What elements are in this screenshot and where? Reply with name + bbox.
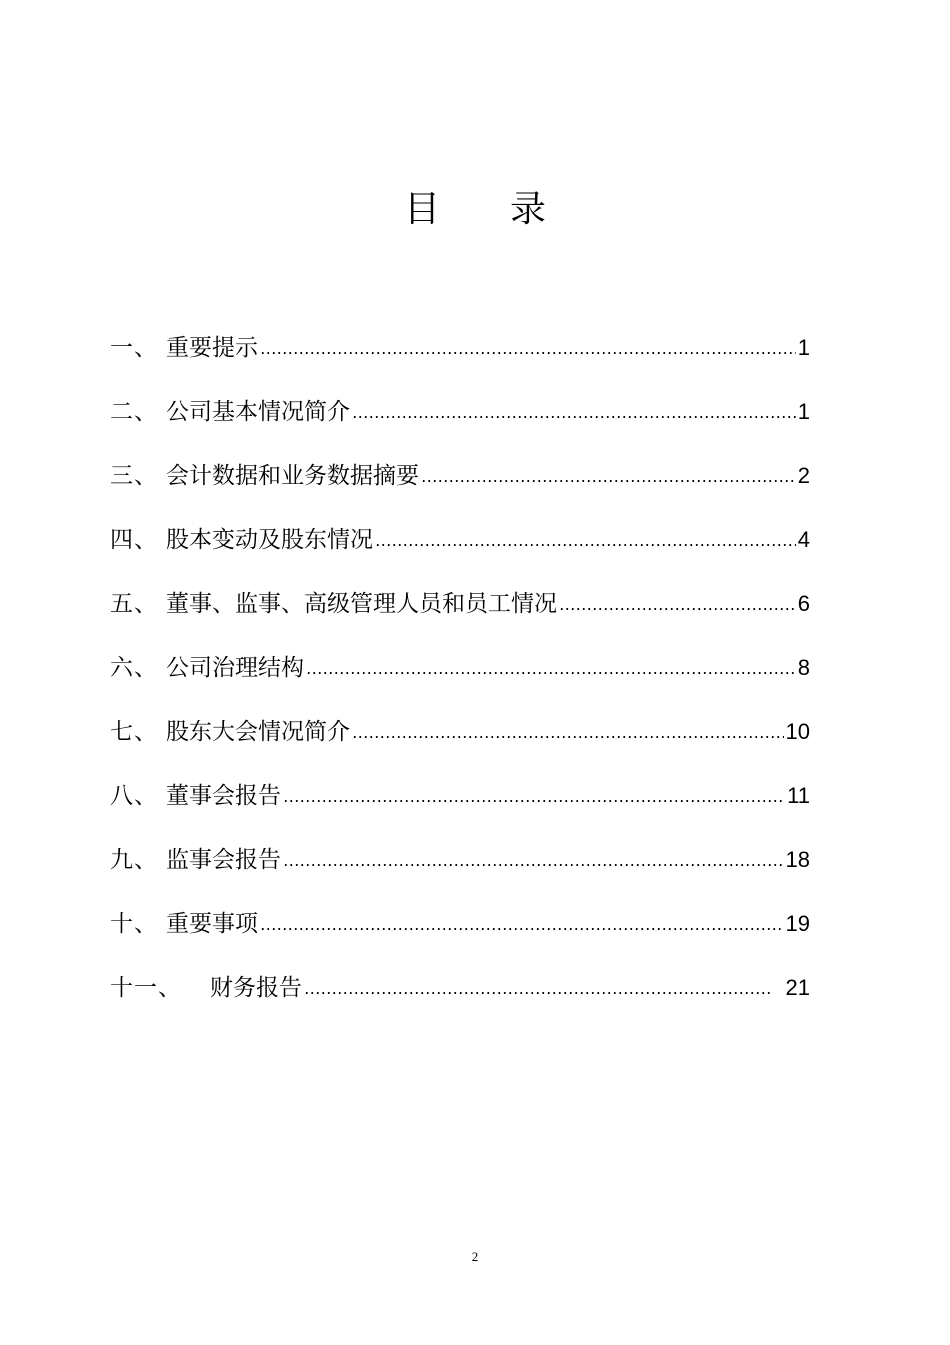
- page-title-char-2: 录: [510, 189, 547, 230]
- toc-item-label: 董事、监事、高级管理人员和员工情况: [166, 591, 557, 617]
- toc-item-label: 董事会报告: [166, 783, 281, 809]
- toc-item-page: 1: [797, 399, 810, 424]
- toc-leader-dots: [352, 397, 796, 427]
- toc-leader-dots: [283, 781, 785, 811]
- toc-item-board-report[interactable]: [110, 764, 810, 828]
- toc-item-supervisory-report[interactable]: [110, 828, 810, 892]
- toc-leader-dots: [421, 461, 796, 491]
- table-of-contents: [110, 316, 810, 1020]
- toc-item-number: 三、: [110, 463, 158, 489]
- toc-item-number: 十一、: [110, 975, 182, 1001]
- toc-item-page: 6: [797, 591, 810, 616]
- toc-item-page: 1: [797, 335, 810, 360]
- toc-item-number: 六、: [110, 655, 158, 681]
- page-number: 2: [471, 1249, 479, 1264]
- toc-item-financial-summary[interactable]: [110, 444, 810, 508]
- toc-item-page: 4: [797, 527, 810, 552]
- toc-item-label: 公司基本情况简介: [166, 399, 350, 425]
- toc-leader-dots: [306, 653, 796, 683]
- toc-leader-dots: [283, 845, 784, 875]
- toc-item-shareholder-meetings[interactable]: [110, 700, 810, 764]
- toc-leader-dots: [304, 973, 770, 1003]
- toc-item-share-capital[interactable]: [110, 508, 810, 572]
- page-title: [0, 186, 950, 234]
- toc-item-number: 七、: [110, 719, 158, 745]
- toc-item-number: 二、: [110, 399, 158, 425]
- toc-item-page: 11: [787, 783, 810, 808]
- toc-item-label: 公司治理结构: [166, 655, 304, 681]
- toc-item-number: 四、: [110, 527, 158, 553]
- toc-item-label: 监事会报告: [166, 847, 281, 873]
- toc-item-directors-staff[interactable]: [110, 572, 810, 636]
- toc-item-number: 八、: [110, 783, 158, 809]
- toc-item-number: 十、: [110, 911, 158, 937]
- toc-item-governance[interactable]: [110, 636, 810, 700]
- toc-item-page: 10: [785, 719, 810, 744]
- toc-item-number: 九、: [110, 847, 158, 873]
- toc-item-label: 股东大会情况简介: [166, 719, 350, 745]
- toc-item-page: 21: [785, 975, 810, 1000]
- toc-item-significant-events[interactable]: [110, 892, 810, 956]
- page-title-char-1: 目: [403, 189, 440, 230]
- toc-leader-dots: [375, 525, 796, 555]
- toc-item-label: 重要提示: [166, 335, 258, 361]
- toc-item-number: 一、: [110, 335, 158, 361]
- toc-item-financial-report[interactable]: [110, 956, 810, 1020]
- toc-item-page: 2: [797, 463, 810, 488]
- toc-item-company-profile[interactable]: [110, 380, 810, 444]
- toc-leader-dots: [260, 909, 784, 939]
- toc-item-page: 8: [797, 655, 810, 680]
- toc-leader-dots: [352, 717, 784, 747]
- toc-item-label: 财务报告: [210, 975, 302, 1001]
- toc-item-label: 重要事项: [166, 911, 258, 937]
- toc-item-label: 股本变动及股东情况: [166, 527, 373, 553]
- toc-item-important-notes[interactable]: [110, 316, 810, 380]
- toc-item-page: 19: [785, 911, 810, 936]
- toc-item-label: 会计数据和业务数据摘要: [166, 463, 419, 489]
- toc-item-number: 五、: [110, 591, 158, 617]
- toc-leader-dots: [260, 333, 796, 363]
- toc-item-page: 18: [785, 847, 810, 872]
- toc-leader-dots: [559, 589, 796, 619]
